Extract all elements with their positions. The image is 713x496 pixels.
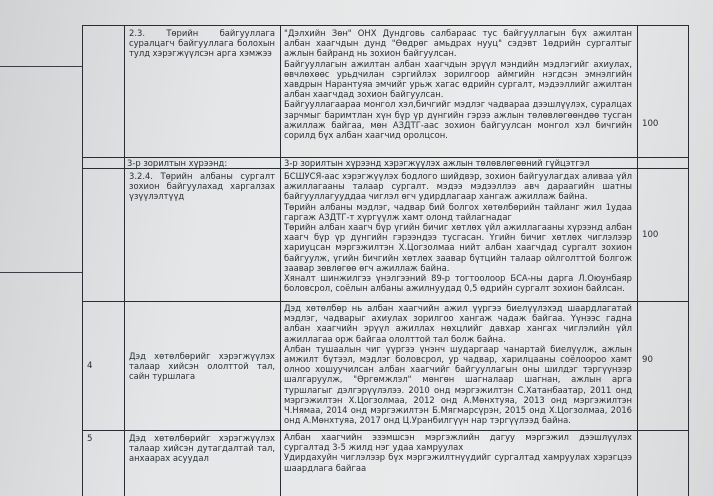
row-title: 2.3. Төрийн байгууллага суралцагч байгууллага болохын тулд хэрэгжүүлсэн арга хэмжээ (129, 28, 275, 59)
paragraph: Байгууллагын ажилтан албан хаагчдын эрүүл мэндийн мэдлэгийг ахиулах, өвчлөхөөс урьдчилан сэргийлэх зорилгоор аймгийн нэгдсэн эмнэлгийн хавдрын Нарантуяа эмчийг урьж хагас өдрийн сургалт, мэдээллийг ажилтан албан хаагчдад зохион байгуулсан. (284, 58, 632, 100)
left-margin-rule (0, 66, 82, 67)
paragraph: Хяналт шинжилгээ үнэлгээний 89-р тогтоолоор БСА-ны дарга Л.Оюунбаяр боловсрол, соёлын албаны ажилнуудад 0,5 өдрийн сургалт зохион байлсан. (284, 273, 632, 294)
row-text (284, 303, 632, 430)
paragraph: Төрийн албаны мэдлэг, чадвар бий болгох хөтөлбөрийн тайланг жил 1удаа гаргаж АЗДТГ-т хүргүүлж хамт олонд тайлагнадаг (284, 201, 632, 222)
left-margin-rule (0, 272, 82, 273)
table-border (82, 25, 83, 496)
table-border (688, 25, 689, 496)
row-text (284, 28, 632, 156)
score: 100 (642, 230, 659, 240)
table-border (82, 25, 689, 26)
table-border (82, 430, 689, 431)
row-title: 3.2.4. Төрийн албаны сургалт зохион байгуулахад харгалзах үзүүлэлтүүд (129, 171, 275, 202)
row-number: 5 (87, 434, 93, 444)
paragraph: Удирдахуйн чиглэлээр бүх мэргэжилтнүүдийг сургалтад хамруулах хэрэгцээ шаардлага байгаа (284, 452, 632, 473)
table-border (82, 301, 689, 302)
paragraph: "Дэлхийн Зөн" ОНХ Дундговь салбараас тус байгууллагын бүх ажилтан албан хаагчдын дунд "Өөдрөг амьдрах нууц" сэдэвт 1өдрийн сургалтыг ажлын байранд нь зохион байгуулсан. (284, 28, 632, 59)
paragraph: Байгууллагаараа монгол хэл,бичгийг мэдлэг чадвараа дээшлүүлэх, суралцах зарчмыг баримтлан хүн бүр үр дүнгийн гэрээ ажлын төлөвлөгөөндөө тусган ажиллаж байгаа, мөн АЗДТГ-аас зохион байгуулсан монгол хэл бичгийн сорилд бүх албан хаагчид оролцсон. (284, 99, 632, 141)
paragraph: Төрийн албан хаагч бүр үгийн бичиг хөтлөх үйл ажиллагааны хүрээнд албан хаагч бүр үр дүнгийн гэрээндээ тусгасан. Үгийн бичиг хөтлөх чиглэлээр хариуцсан мэргэжилтэн Х.Цогзолмаа нийт албан хаагчдад сургалт зохион байгуулж, үгийн бичгийн хөтлөх заавар бүтцийн талаар ойлголттой болгож заавар зөвлөгөө өгч ажиллаж байна. (284, 222, 632, 273)
table-border (124, 25, 125, 496)
row-text: 3-р зорилтын хүрээнд хэрэгжүүлэх ажлын төлөвлөгөөний гүйцэтгэл (284, 158, 590, 168)
row-title: Дэд хөтөлбөрийг хэрэгжүүлэх талаар хийсэн дутагдалтай тал, анхаарах асуудал (129, 433, 275, 464)
row-text (284, 432, 632, 494)
paragraph: Албан хаагчийн эзэмшсэн мэргэжлийн дагуу мэргэжил дээшлүүлэх сургалтад 3-5 жилд нэг удаа хамруулах (284, 432, 632, 453)
table-border (637, 25, 638, 496)
row-title: Дэд хөтөлбөрийг хэрэгжүүлэх талаар хийсэн ололттой тал, сайн туршлага (129, 351, 275, 382)
paragraph: Албан тушаалын чиг үүргээ үнэнч шударгаар чанартай биелүүлж, ажлын амжилт бүтээл, мэдлэг боловсрол, ур чадвар, харилцааны соёлоороо хамт олноо хошуучилсан албан хаагчийг байгууллагын оны шилдэг тэргүүнээр шалгаруулж, "Өргөмжлэл" мөнгөн шагналаар шагнан, ажлын арга туршлагыг дэлгэрүүлэлээ. 2010 онд мэргэжилтэн С.Хатанбаатар, 2011 онд мэргэжилтэн Х.Цогзолмаа, 2012 онд А.Мөнхтуяа, 2013 онд мэргэжилтэн Ч.Нямаа, 2014 онд мэргэжилтэн Б.Мягмарсүрэн, 2015 онд Х.Цогзолмаа, 2016 онд А.Мөнхтуяа, 2017 онд Ц.Уранбилгүүн нар тэргүүлээд байна. (284, 343, 632, 426)
row-title: 3-р зорилтын хүрээнд: (127, 158, 228, 168)
paragraph: Дэд хөтөлбөр нь албан хаагчийн ажил үүргээ биелүүлэхэд шаардлагатай мэдлэг, чадварыг ахиулах зорилгоо хангаж чадаж байгаа. Үүнээс гадна албан хаагчийн эрүүл ажиллах нөхцлийг давхар хангах чиглэлийн үйл ажиллагаа орж байгаа ололттой тал болж байна. (284, 303, 632, 344)
row-text (284, 171, 632, 301)
paragraph: БСШУСЯ-аас хэрэгжүүлэх бодлого шийдвэр, зохион байгуулагдах аливаа үйл ажиллагааны талаар сургалт. мэдээ мэдээллээ авч дараагийн шатны байгууллагууддаа чиглэл өгч удирдлагаар хангаж ажиллаж байна. (284, 171, 632, 202)
table-border (280, 25, 281, 496)
row-number: 4 (87, 361, 93, 371)
score: 100 (642, 119, 659, 129)
evaluation-table (82, 25, 689, 496)
score: 90 (642, 355, 653, 365)
